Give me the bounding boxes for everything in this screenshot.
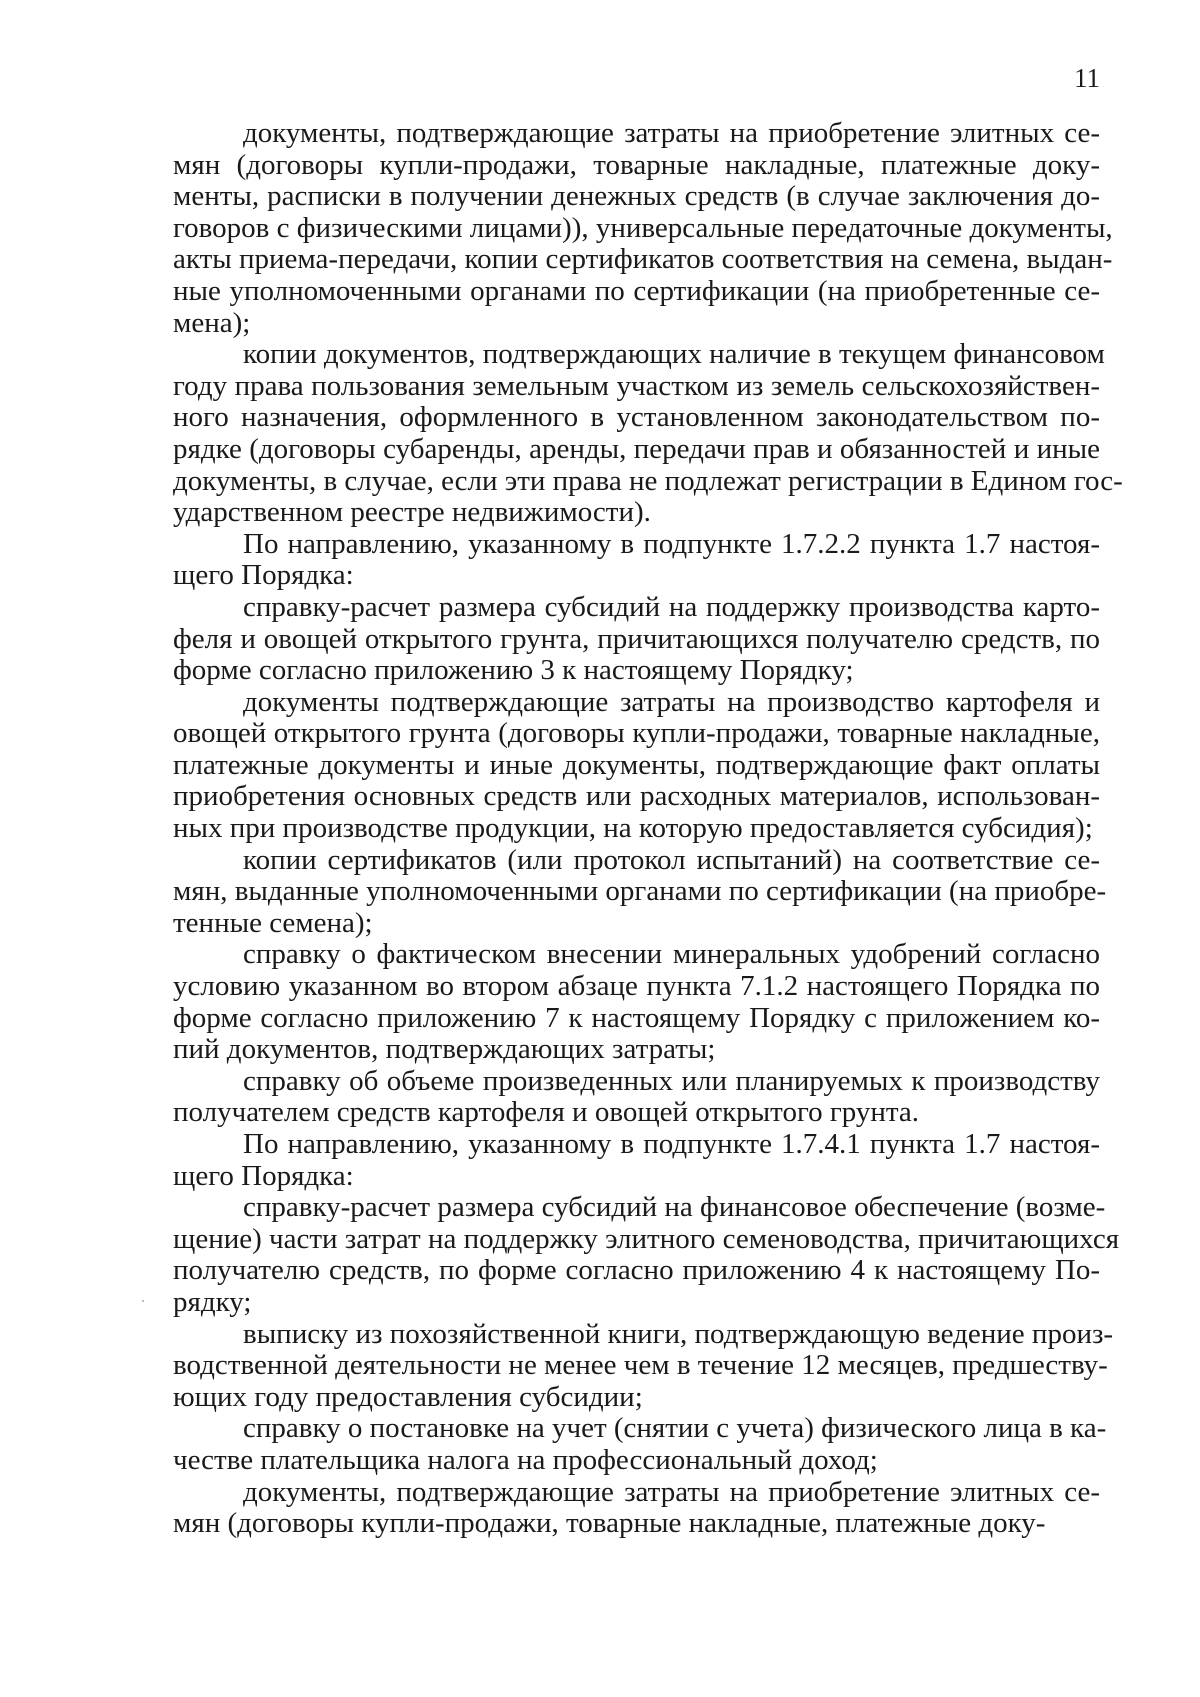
paragraph-line: получателю средств, по форме согласно приложению 4 к настоящему По- [173,1254,1100,1287]
paragraph-line: По направлению, указанному в подпункте 1.7.4.1 пункта 1.7 настоя- [243,1128,1100,1160]
paragraph-line: документы подтверждающие затраты на производство картофеля и [243,685,1100,718]
paragraph [173,592,1100,687]
paragraph [173,117,1113,339]
paragraph-line: документы, подтверждающие затраты на приобретение элитных се- [243,117,1100,149]
paragraph-line: справку-расчет размера субсидий на финансовое обеспечение (возме- [243,1191,1106,1224]
paragraph-line: платежные документы и иные документы, подтверждающие факт оплаты [173,748,1100,781]
paragraph-line: феля и овощей открытого грунта, причитающихся получателю средств, по [173,622,1100,655]
paragraph [173,843,1107,940]
document-body [173,117,1123,1540]
paragraph-line: приобретения основных средств или расходных материалов, использован- [173,780,1100,813]
paragraph-line: ударственном реестре недвижимости). [173,496,651,529]
paragraph-line: честве плательщика налога на профессиональный доход; [173,1443,878,1476]
paragraph-line: условию указанном во втором абзаце пункта 7.1.2 настоящего Порядка по [173,970,1100,1003]
paragraph-line: мян (договоры купли-продажи, товарные накладные, платежные доку- [173,1507,1046,1540]
paragraph [173,1066,1100,1129]
paragraph-line: ные уполномоченными органами по сертификации (на приобретенные се- [173,274,1100,307]
paragraph [173,1412,1107,1476]
paragraph-line: копии документов, подтверждающих наличие в текущем финансовом [243,338,1105,371]
paragraph-line: акты приема-передачи, копии сертификатов соответствия на семена, выдан- [173,243,1113,276]
paragraph-line: менты, расписки в получении денежных средств (в случае заключения до- [173,180,1100,213]
paragraph-line: пий документов, подтверждающих затраты; [173,1033,716,1066]
paragraph-line: мян (договоры купли-продажи, товарные накладные, платежные доку- [173,148,1100,181]
paragraph [173,338,1123,529]
scan-speck [142,1300,144,1302]
paragraph-line: документы, подтверждающие затраты на приобретение элитных се- [243,1475,1100,1508]
paragraph-line: справку-расчет размера субсидий на поддержку производства карто- [243,590,1100,623]
paragraph-line: справку об объеме произведенных или планируемых к производству [243,1064,1100,1097]
paragraph [173,1191,1120,1318]
paragraph-line: ных при производстве продукции, на которую предоставляется субсидия); [173,812,1093,845]
paragraph-line: щение) части затрат на поддержку элитного семеноводства, причитающихся [173,1222,1120,1255]
paragraph [173,529,1100,592]
paragraph-line: По направлению, указанному в подпункте 1.7.2.2 пункта 1.7 настоя- [243,527,1100,560]
paragraph-line: выписку из похозяйственной книги, подтверждающую ведение произ- [243,1317,1114,1350]
page-number: 11 [1074,63,1100,93]
paragraph-line: мена); [173,306,251,339]
paragraph [173,1129,1100,1192]
paragraph-line: водственной деятельности не менее чем в течение 12 месяцев, предшеству- [173,1349,1108,1382]
paragraph-line: году права пользования земельным участком из земель сельскохозяйствен- [173,369,1100,402]
paragraph-line: рядке (договоры субаренды, аренды, передачи прав и обязанностей и иные [173,432,1100,465]
paragraph-line: документы, в случае, если эти права не подлежат регистрации в Едином гос- [173,464,1123,497]
paragraph-line: форме согласно приложению 7 к настоящему Порядку с приложением ко- [173,1001,1100,1034]
paragraph [173,939,1100,1065]
paragraph-line: рядку; [173,1285,252,1318]
paragraph-line: форме согласно приложению 3 к настоящему Порядку; [173,654,854,687]
paragraph-line: ющих году предоставления субсидии; [173,1380,643,1413]
paragraph-line: говоров с физическими лицами)), универсальные передаточные документы, [173,211,1113,244]
paragraph-line: мян, выданные уполномоченными органами по сертификации (на приобре- [173,875,1107,908]
paragraph-line: получателем средств картофеля и овощей открытого грунта. [173,1096,920,1129]
paragraph [173,1317,1114,1414]
paragraph-line: ного назначения, оформленного в установленном законодательством по- [173,401,1100,434]
paragraph-line: овощей открытого грунта (договоры купли-продажи, товарные накладные, [173,717,1100,750]
paragraph-line: справку о постановке на учет (снятии с учета) физического лица в ка- [243,1412,1107,1445]
paragraph [173,687,1100,845]
paragraph-line: тенные семена); [173,906,373,939]
paragraph-line: копии сертификатов (или протокол испытаний) на соответствие се- [243,843,1100,876]
paragraph-line: щего Порядка: [173,1159,354,1192]
paragraph [173,1477,1100,1540]
paragraph-line: щего Порядка: [173,559,354,592]
paragraph-line: справку о фактическом внесении минеральных удобрений согласно [243,938,1100,971]
